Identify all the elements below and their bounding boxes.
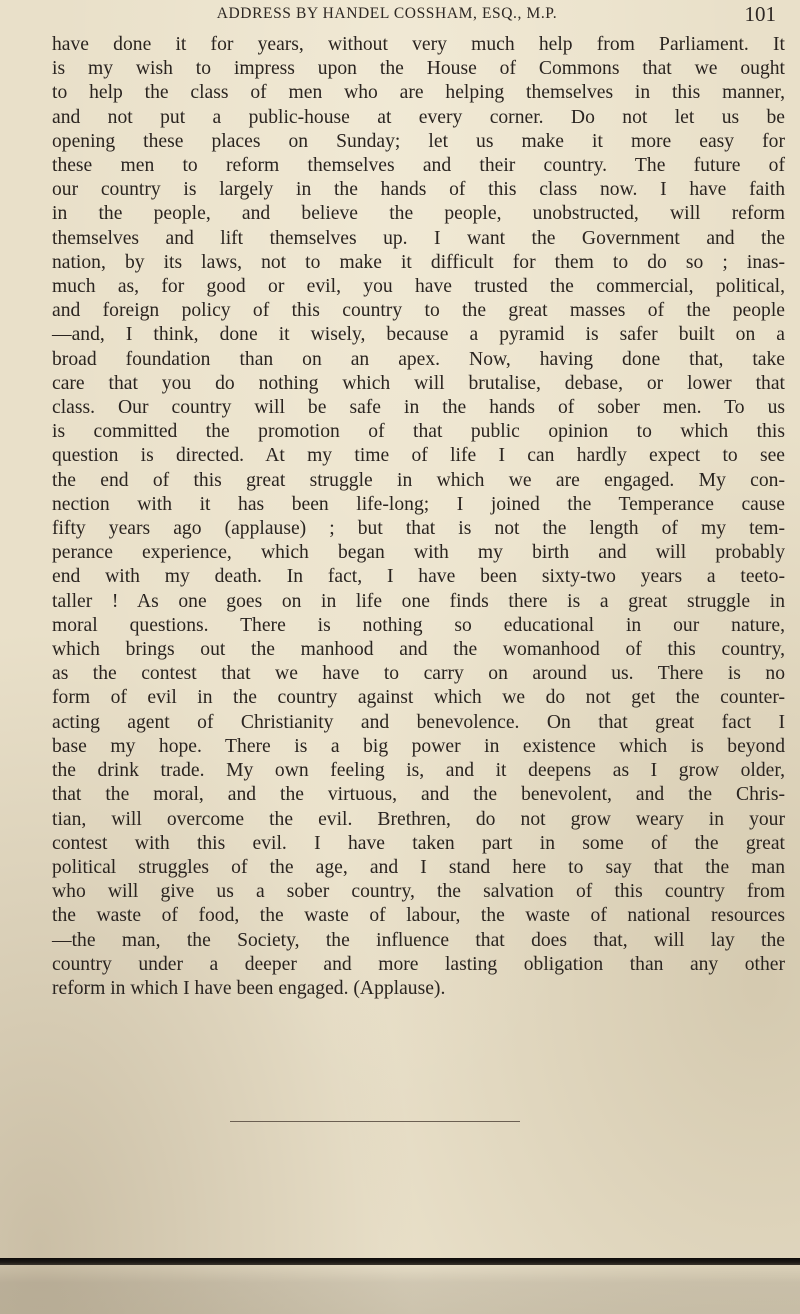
page-stain xyxy=(0,1262,800,1314)
text-line: —and, I think, done it wisely, because a pyramid is safer built on a xyxy=(52,324,785,346)
text-line: who will give us a sober country, the salvation of this country from xyxy=(52,881,785,903)
text-line: acting agent of Christianity and benevolence. On that great fact I xyxy=(52,711,785,733)
text-line: to help the class of men who are helping themselves in this manner, xyxy=(52,82,785,104)
text-line: —the man, the Society, the influence that does that, will lay the xyxy=(52,929,785,951)
text-line: question is directed. At my time of life I can hardly expect to see xyxy=(52,445,785,467)
text-line: the drink trade. My own feeling is, and it deepens as I grow older, xyxy=(52,760,785,782)
text-line: broad foundation than on an apex. Now, having done that, take xyxy=(52,348,785,370)
text-line: form of evil in the country against which we do not get the counter- xyxy=(52,687,785,709)
text-line: is my wish to impress upon the House of Commons that we ought xyxy=(52,58,785,80)
text-line: care that you do nothing which will brutalise, debase, or lower that xyxy=(52,372,785,394)
text-line: nation, by its laws, not to make it difficult for them to do so ; inas- xyxy=(52,251,785,273)
text-line: is committed the promotion of that public opinion to which this xyxy=(52,421,785,443)
text-line: tian, will overcome the evil. Brethren, do not grow weary in your xyxy=(52,808,785,830)
text-line: and foreign policy of this country to the great masses of the people xyxy=(52,300,785,322)
text-line: these men to reform themselves and their country. The future of xyxy=(52,155,785,177)
running-head: ADDRESS BY HANDEL COSSHAM, ESQ., M.P. xyxy=(216,5,558,22)
body-text xyxy=(52,33,785,1001)
text-line: themselves and lift themselves up. I want the Government and the xyxy=(52,227,785,249)
text-line: the end of this great struggle in which we are engaged. My con- xyxy=(52,469,785,491)
text-line: which brings out the manhood and the womanhood of this country, xyxy=(52,639,785,661)
text-line: end with my death. In fact, I have been sixty-two years a teeto- xyxy=(52,566,785,588)
text-line: fifty years ago (applause) ; but that is not the length of my tem- xyxy=(52,518,785,540)
text-line: class. Our country will be safe in the hands of sober men. To us xyxy=(52,397,785,419)
text-line: nection with it has been life-long; I joined the Temperance cause xyxy=(52,493,785,515)
text-line: reform in which I have been engaged. (Applause). xyxy=(52,977,446,999)
text-line: as the contest that we have to carry on around us. There is no xyxy=(52,663,785,685)
text-line: the waste of food, the waste of labour, the waste of national resources xyxy=(52,905,785,927)
text-line: taller ! As one goes on in life one finds there is a great struggle in xyxy=(52,590,785,612)
text-line: base my hope. There is a big power in existence which is beyond xyxy=(52,735,785,757)
text-line: country under a deeper and more lasting obligation than any other xyxy=(52,953,785,975)
section-rule xyxy=(230,1121,520,1122)
text-line: that the moral, and the virtuous, and the benevolent, and the Chris- xyxy=(52,784,785,806)
text-line: and not put a public-house at every corner. Do not let us be xyxy=(52,106,785,128)
text-line: have done it for years, without very much help from Parliament. It xyxy=(52,34,785,55)
text-line: in the people, and believe the people, unobstructed, will reform xyxy=(52,203,785,225)
text-line: moral questions. There is nothing so educational in our nature, xyxy=(52,614,785,636)
page-header xyxy=(52,2,782,28)
text-line: contest with this evil. I have taken part in some of the great xyxy=(52,832,785,854)
text-line: perance experience, which began with my birth and will probably xyxy=(52,542,785,564)
text-line: political struggles of the age, and I stand here to say that the man xyxy=(52,856,785,878)
text-line: opening these places on Sunday; let us make it more easy for xyxy=(52,130,785,152)
text-line: our country is largely in the hands of this class now. I have faith xyxy=(52,179,785,201)
page-number: 101 xyxy=(744,2,776,26)
text-line: much as, for good or evil, you have trusted the commercial, political, xyxy=(52,276,785,298)
